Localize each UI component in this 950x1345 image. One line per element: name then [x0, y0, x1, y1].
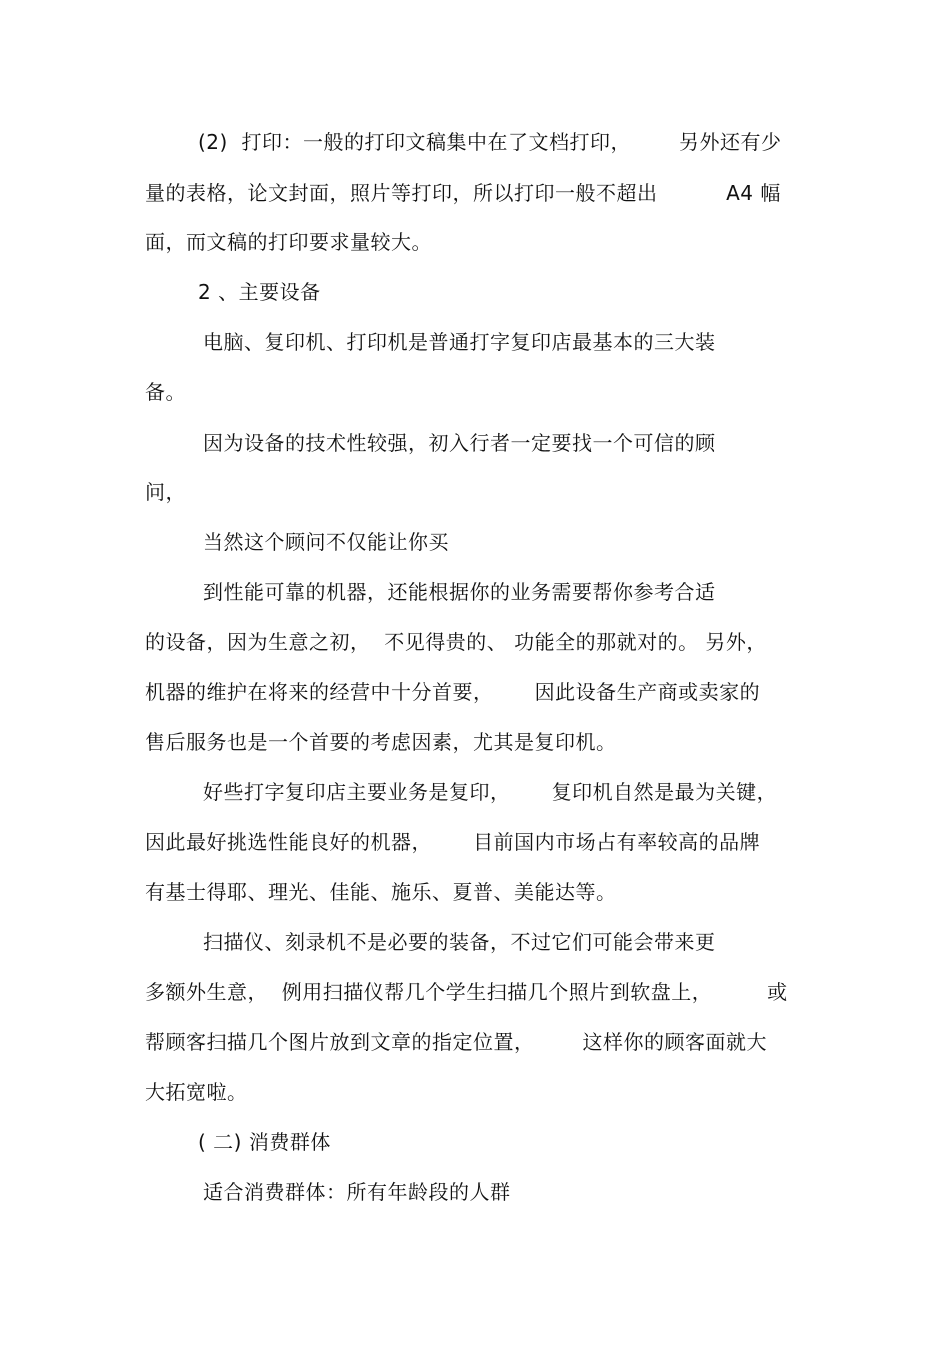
text-line: 的设备，因为生意之初， 不见得贵的、 功能全的那就对的。 另外， [145, 630, 767, 654]
text-line: 适合消费群体：所有年龄段的人群 [203, 1180, 511, 1204]
text-line: 售后服务也是一个首要的考虑因素，尤其是复印机。 [145, 730, 617, 754]
text-line: 帮顾客扫描几个图片放到文章的指定位置， 这样你的顾客面就大 [145, 1030, 768, 1054]
section-heading: 2 、主要设备 [198, 280, 321, 304]
text-line: 当然这个顾问不仅能让你买 [203, 530, 449, 554]
text-line: 问， [145, 480, 186, 504]
text-line: 好些打字复印店主要业务是复印， 复印机自然是最为关键， [203, 780, 778, 804]
text-line: 到性能可靠的机器，还能根据你的业务需要帮你参考合适 [203, 580, 716, 604]
text-line: 大拓宽啦。 [145, 1080, 248, 1104]
text-line: (2) 打印：一般的打印文稿集中在了文档打印， 另外还有少 [198, 130, 782, 154]
text-line: 电脑、复印机、打印机是普通打字复印店最基本的三大装 [203, 330, 716, 354]
section-heading: ( 二) 消费群体 [198, 1130, 331, 1154]
text-line: 机器的维护在将来的经营中十分首要， 因此设备生产商或卖家的 [145, 680, 761, 704]
text-line: 量的表格，论文封面，照片等打印，所以打印一般不超出 A4 幅 [145, 181, 781, 205]
text-line: 多额外生意， 例用扫描仪帮几个学生扫描几个照片到软盘上， 或 [145, 980, 788, 1004]
text-line: 面，而文稿的打印要求量较大。 [145, 230, 432, 254]
text-line: 备。 [145, 380, 186, 404]
text-line: 因为设备的技术性较强，初入行者一定要找一个可信的顾 [203, 431, 716, 455]
text-line: 有基士得耶、理光、佳能、施乐、夏普、美能达等。 [145, 880, 617, 904]
text-line: 扫描仪、刻录机不是必要的装备，不过它们可能会带来更 [203, 930, 716, 954]
text-line: 因此最好挑选性能良好的机器， 目前国内市场占有率较高的品牌 [145, 830, 761, 854]
